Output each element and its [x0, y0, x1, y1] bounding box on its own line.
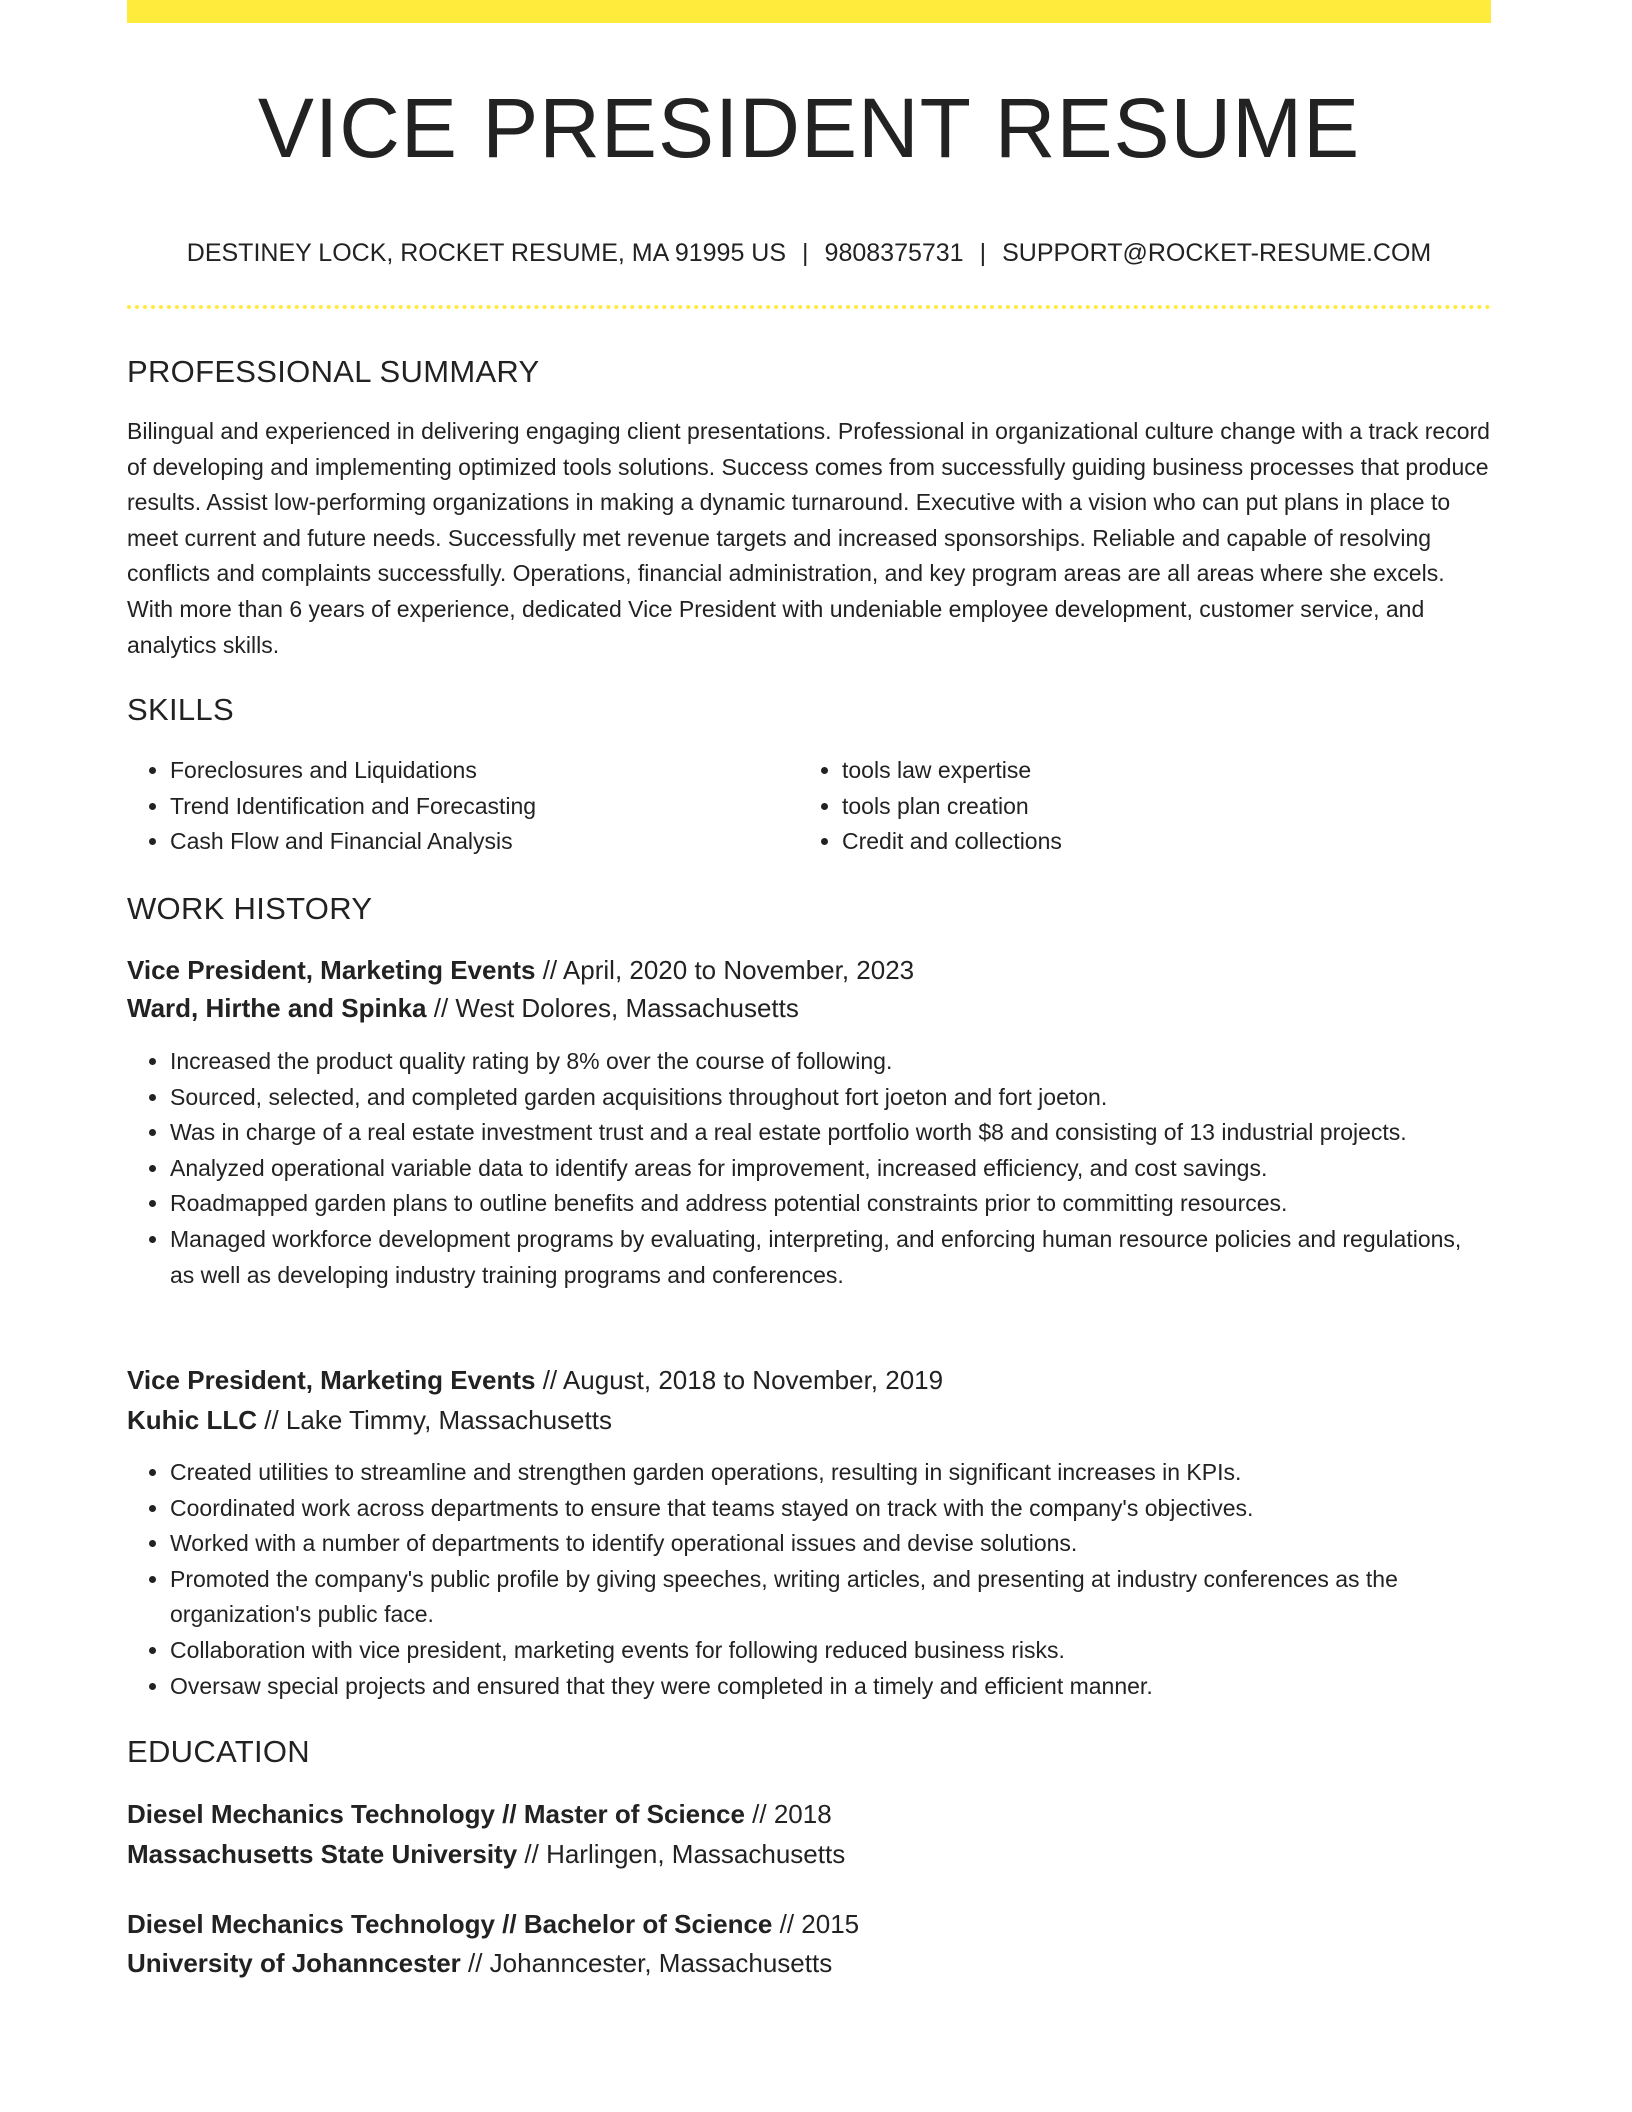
education-degree: Diesel Mechanics Technology // Master of Science — [127, 1799, 745, 1829]
job-dates: // August, 2018 to November, 2019 — [535, 1365, 944, 1395]
skill-item: • Trend Identification and Forecasting — [170, 789, 787, 825]
job-bullet: • Collaboration with vice president, marketing events for following reduced business risks. — [170, 1633, 1491, 1669]
job-bullet: • Analyzed operational variable data to identify areas for improvement, increased efficiency, and cost savings. — [170, 1151, 1491, 1187]
work-history-heading: WORK HISTORY — [127, 891, 373, 926]
job-bullet: • Created utilities to streamline and strengthen garden operations, resulting in significant increases in KPIs. — [170, 1455, 1491, 1491]
job-bullet: • Was in charge of a real estate investment trust and a real estate portfolio worth $8 and consisting of 13 industrial projects. — [170, 1115, 1491, 1151]
skill-item: • Credit and collections — [842, 824, 1459, 860]
job-title: Vice President, Marketing Events — [127, 1365, 536, 1395]
education-school: University of Johanncester — [127, 1948, 461, 1978]
education-school-line — [127, 1944, 832, 1982]
job-location: // Lake Timmy, Massachusetts — [257, 1405, 612, 1435]
skills-column-left — [127, 753, 787, 860]
job-title: Vice President, Marketing Events — [127, 955, 536, 985]
job-company: Ward, Hirthe and Spinka — [127, 993, 427, 1023]
accent-top-bar — [127, 0, 1491, 23]
education-degree-line — [127, 1905, 859, 1943]
education-degree: Diesel Mechanics Technology // Bachelor of Science — [127, 1909, 773, 1939]
education-school: Massachusetts State University — [127, 1839, 518, 1869]
skill-item: • tools law expertise — [842, 753, 1459, 789]
job-location: // West Dolores, Massachusetts — [426, 993, 799, 1023]
skill-item: • Foreclosures and Liquidations — [170, 753, 787, 789]
contact-phone: 9808375731 — [824, 239, 964, 267]
skills-column-right — [799, 753, 1459, 860]
job-bullet: • Managed workforce development programs by evaluating, interpreting, and enforcing human resource policies and regulations, as well as developing industry training programs and conferences. — [170, 1222, 1491, 1293]
contact-separator: | — [979, 239, 987, 267]
job-bullet: • Oversaw special projects and ensured that they were completed in a timely and efficient manner. — [170, 1669, 1491, 1705]
job-bullet: • Roadmapped garden plans to outline benefits and address potential constraints prior to committing resources. — [170, 1186, 1491, 1222]
job-bullet: • Increased the product quality rating by 8% over the course of following. — [170, 1044, 1491, 1080]
job-bullet: • Worked with a number of departments to identify operational issues and devise solutions. — [170, 1526, 1491, 1562]
job-bullet: • Coordinated work across departments to ensure that teams stayed on track with the company's objectives. — [170, 1491, 1491, 1527]
education-year: // 2018 — [744, 1799, 832, 1829]
education-school-line — [127, 1835, 845, 1873]
job-bullets — [127, 1455, 1491, 1704]
education-degree-line — [127, 1795, 832, 1833]
contact-address: DESTINEY LOCK, ROCKET RESUME, MA 91995 US — [186, 239, 787, 267]
job-bullet: • Promoted the company's public profile by giving speeches, writing articles, and presenting at industry conferences as the organization's public face. — [170, 1562, 1491, 1633]
education-heading: EDUCATION — [127, 1734, 310, 1769]
skills-heading: SKILLS — [127, 692, 234, 727]
job-dates: // April, 2020 to November, 2023 — [535, 955, 915, 985]
job-bullets — [127, 1044, 1491, 1293]
job-company-line — [127, 1401, 612, 1439]
resume-title: VICE PRESIDENT RESUME — [257, 81, 1361, 175]
contact-line — [127, 236, 1491, 270]
job-company-line — [127, 989, 799, 1027]
job-bullet: • Sourced, selected, and completed garden acquisitions throughout fort joeton and fort joeton. — [170, 1080, 1491, 1116]
education-location: // Johanncester, Massachusetts — [460, 1948, 833, 1978]
header-divider — [127, 305, 1491, 309]
summary-heading: PROFESSIONAL SUMMARY — [127, 354, 540, 389]
contact-separator: | — [802, 239, 809, 267]
skill-item: • Cash Flow and Financial Analysis — [170, 824, 787, 860]
education-year: // 2015 — [772, 1909, 860, 1939]
job-company: Kuhic LLC — [127, 1405, 257, 1435]
summary-text: Bilingual and experienced in delivering engaging client presentations. Professional in organizational culture change with a track record of developing and implementing optimized tools solutions. Success comes from successfully guiding business processes that produce results. Assist low-performing organizations in making a dynamic turnaround. Executive with a vision who can put plans in place to meet current and future needs. Successfully met revenue targets and increased sponsorships. Reliable and capable of resolving conflicts and complaints successfully. Operations, financial administration, and key program areas are all areas where she excels. With more than 6 years of experience, dedicated Vice President with undeniable employee development, customer service, and analytics skills. — [127, 418, 1490, 658]
job-title-line — [127, 1361, 943, 1399]
skill-item: • tools plan creation — [842, 789, 1459, 825]
education-location: // Harlingen, Massachusetts — [517, 1839, 846, 1869]
job-title-line — [127, 951, 914, 989]
contact-email: SUPPORT@ROCKET-RESUME.COM — [1002, 239, 1432, 267]
